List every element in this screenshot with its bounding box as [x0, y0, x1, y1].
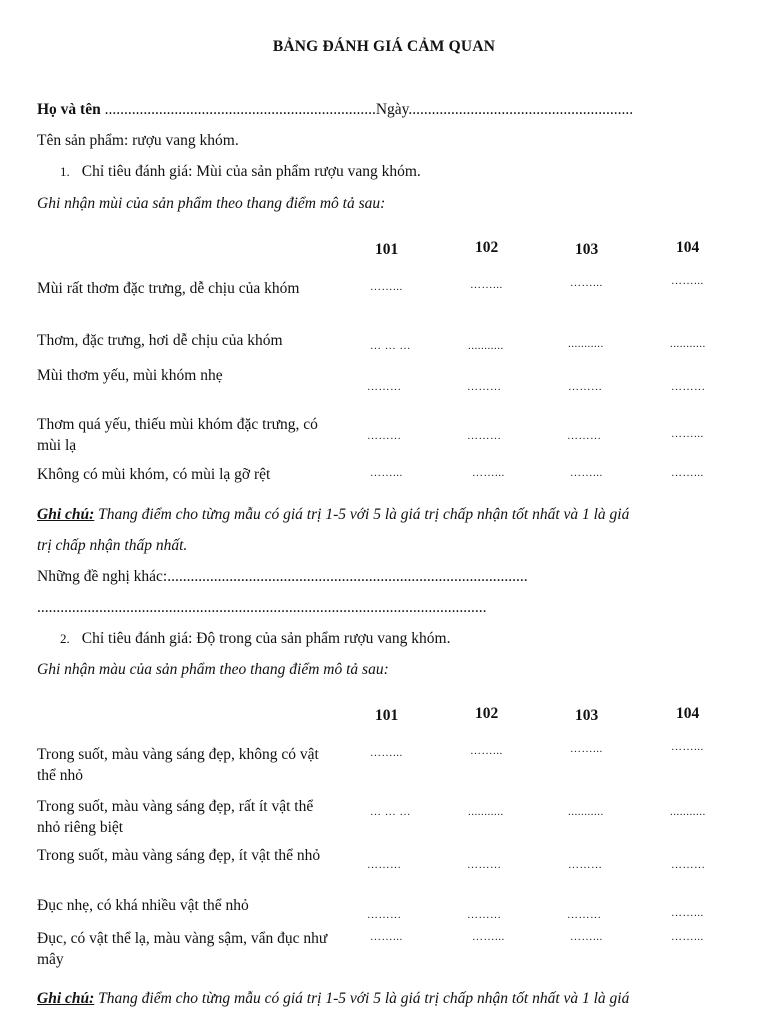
name-label: Họ và tên [37, 101, 101, 118]
section-2-number: 2. [60, 631, 70, 646]
product-line: Tên sản phẩm: rượu vang khóm. [37, 132, 239, 149]
section-1-instruction: Ghi nhận mùi của sản phẩm theo thang điểm mô tả sau: [37, 195, 386, 212]
score-field[interactable]: ……… [467, 430, 502, 442]
suggestions-dots-line-2[interactable]: .................................................................................................................... [37, 599, 487, 616]
section-1-row-2-label: Thơm, đặc trưng, hơi dễ chịu của khóm [37, 332, 283, 349]
score-field[interactable]: ……... [370, 931, 403, 943]
sample-header-104: 104 [676, 705, 700, 722]
section-2-note [37, 990, 629, 1008]
score-field[interactable]: ........... [568, 338, 604, 350]
section-1-number: 1. [60, 164, 70, 179]
score-field[interactable]: ……... [370, 467, 403, 479]
score-field[interactable]: ……... [671, 275, 704, 287]
suggestions-line [37, 568, 528, 586]
section-2-criterion-text: Chỉ tiêu đánh giá: Độ trong của sản phẩm rượu vang khóm. [81, 630, 451, 647]
score-field[interactable]: ……... [671, 907, 704, 919]
note-label: Ghi chú: [37, 990, 95, 1007]
score-field[interactable]: ……… [567, 909, 602, 921]
section-1-row-3-label: Mùi thơm yếu, mùi khóm nhẹ [37, 367, 223, 384]
section-2-row-3-label: Trong suốt, màu vàng sáng đẹp, ít vật thể nhỏ [37, 847, 321, 864]
score-field[interactable]: ……... [470, 745, 503, 757]
date-dots[interactable]: .......................................................... [408, 101, 634, 118]
score-field[interactable]: ……... [570, 277, 603, 289]
note-text: Thang điểm cho từng mẫu có giá trị 1-5 với 5 là giá trị chấp nhận tốt nhất và 1 là giá [94, 506, 630, 523]
sample-header-101: 101 [375, 241, 399, 258]
score-field[interactable]: ……... [671, 741, 704, 753]
section-1-criterion [60, 163, 421, 181]
sample-header-102: 102 [475, 705, 499, 722]
score-field[interactable]: … … … [370, 340, 411, 352]
sample-header-104: 104 [676, 239, 700, 256]
section-2-criterion [60, 630, 450, 648]
section-2-row-2-label: Trong suốt, màu vàng sáng đẹp, rất ít vật thể nhỏ riêng biệt [37, 798, 314, 836]
section-1-note [37, 506, 629, 524]
score-field[interactable]: ……... [472, 467, 505, 479]
score-field[interactable]: ........... [670, 338, 706, 350]
section-2-row-4-label: Đục nhẹ, có khá nhiều vật thể nhỏ [37, 897, 249, 914]
note-label: Ghi chú: [37, 506, 95, 523]
score-field[interactable]: ……... [472, 931, 505, 943]
score-field[interactable]: ……... [671, 428, 704, 440]
date-label: Ngày [375, 101, 409, 118]
page-title: BẢNG ĐÁNH GIÁ CẢM QUAN [272, 38, 496, 55]
suggestions-dots[interactable]: ............................................................................................. [167, 568, 528, 585]
score-field[interactable]: ........... [670, 806, 706, 818]
score-field[interactable]: ……… [567, 430, 602, 442]
sample-header-102: 102 [475, 239, 499, 256]
score-field[interactable]: ……… [367, 909, 402, 921]
score-field[interactable]: ……… [467, 859, 502, 871]
section-2-row-5-label: Đục, có vật thể lạ, màu vàng sậm, vẩn đục như mây [37, 930, 328, 968]
sample-header-103: 103 [575, 241, 599, 258]
note-text: Thang điểm cho từng mẫu có giá trị 1-5 với 5 là giá trị chấp nhận tốt nhất và 1 là giá [94, 990, 630, 1007]
score-field[interactable]: ……… [568, 859, 603, 871]
score-field[interactable]: ……... [671, 931, 704, 943]
name-date-line [37, 101, 633, 119]
suggestions-label: Những đề nghị khác: [37, 568, 168, 585]
score-field[interactable]: ……... [570, 467, 603, 479]
score-field[interactable]: ……... [370, 281, 403, 293]
score-field[interactable]: ……... [671, 467, 704, 479]
sample-header-103: 103 [575, 707, 599, 724]
score-field[interactable]: ........... [468, 340, 504, 352]
score-field[interactable]: ……… [467, 381, 502, 393]
score-field[interactable]: ……… [367, 430, 402, 442]
score-field[interactable]: ……... [570, 931, 603, 943]
score-field[interactable]: ……… [467, 909, 502, 921]
score-field[interactable]: ……… [367, 859, 402, 871]
section-2-instruction: Ghi nhận màu của sản phẩm theo thang điểm mô tả sau: [37, 661, 389, 678]
score-field[interactable]: ........... [468, 806, 504, 818]
score-field[interactable]: ……… [367, 381, 402, 393]
score-field[interactable]: ……... [570, 743, 603, 755]
sample-header-101: 101 [375, 707, 399, 724]
name-dots[interactable]: ...................................................................... [104, 101, 376, 118]
section-1-row-1-label: Mùi rất thơm đặc trưng, dễ chịu của khóm [37, 280, 300, 297]
score-field[interactable]: ……... [370, 747, 403, 759]
score-field[interactable]: ........... [568, 806, 604, 818]
score-field[interactable]: ……... [470, 279, 503, 291]
section-1-row-4-label: Thơm quá yếu, thiếu mùi khóm đặc trưng, có mùi lạ [37, 416, 318, 454]
score-field[interactable]: ……… [568, 381, 603, 393]
section-2-row-1-label: Trong suốt, màu vàng sáng đẹp, không có vật thể nhỏ [37, 746, 319, 784]
section-1-note-cont: trị chấp nhận thấp nhất. [37, 537, 188, 554]
section-1-criterion-text: Chỉ tiêu đánh giá: Mùi của sản phẩm rượu vang khóm. [81, 163, 421, 180]
score-field[interactable]: … … … [370, 806, 411, 818]
section-1-row-5-label: Không có mùi khóm, có mùi lạ gỡ rệt [37, 466, 271, 483]
score-field[interactable]: ……… [671, 381, 706, 393]
score-field[interactable]: ……… [671, 859, 706, 871]
